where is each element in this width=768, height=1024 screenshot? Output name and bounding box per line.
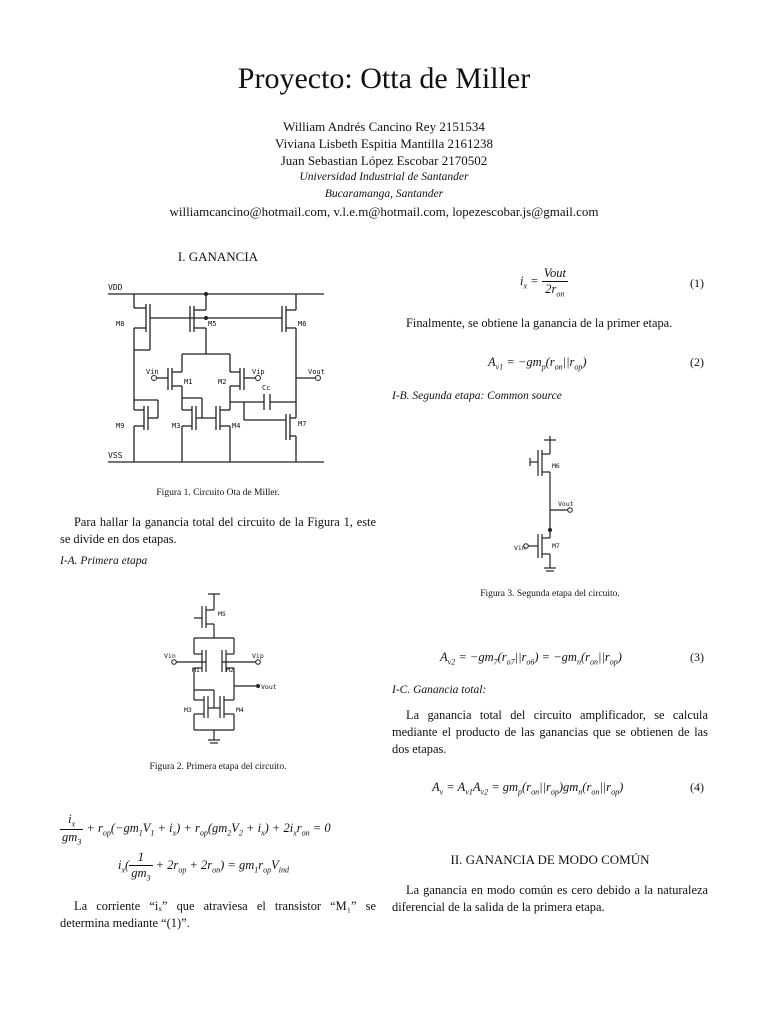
equation-1: $i_x$ = $\frac{\text{Vout}}{2r_{on}}$ — [520, 266, 566, 299]
paragraph-total: La ganancia total del circuito amplificador, se calcula mediante el producto de las ganancias que se obtienen de las dos etapas. — [392, 708, 708, 756]
fig1-m2-label: M2 — [218, 378, 227, 386]
fig2-m1-label: M1 — [192, 666, 200, 674]
fig1-vip-label: Vip — [252, 368, 265, 376]
equation-4: $A_v = A_{v1}A_{v2} = gm_p(r_{on}||r_{op})gm_n(r_{on}||r_{op})$ — [432, 780, 624, 797]
equation-ix: $i_x$( $\frac{1}{gm_3}$ + $2r_{op} + 2r_{on}) = gm_1r_{op}V_{ind}$ — [118, 850, 289, 883]
figure-2-circuit — [164, 590, 284, 750]
paragraph-modo-comun: La ganancia en modo común es cero debido a la naturaleza diferencial de la salida de la primera etapa. — [392, 883, 708, 914]
emails: williamcancino@hotmail.com, v.l.e.m@hotmail.com, lopezescobar.js@gmail.com — [169, 204, 599, 219]
fig2-vip-label: Vip — [252, 652, 264, 660]
author-3: Juan Sebastian López Escobar 2170502 — [280, 153, 488, 168]
affiliation: Universidad Industrial de Santander — [299, 171, 469, 183]
fig1-cc-label: Cc — [262, 384, 271, 392]
fig3-m7-label: M7 — [552, 542, 560, 550]
equation-3-number: (3) — [690, 650, 704, 664]
figure-3-circuit — [514, 434, 584, 580]
author-2: Viviana Lisbeth Espitia Mantilla 2161238 — [274, 136, 494, 151]
fig2-m3-label: M3 — [184, 706, 192, 714]
fig1-vout-label: Vout — [308, 368, 325, 376]
paragraph-intro: Para hallar la ganancia total del circuito de la Figura 1, este se divide en dos etapas. — [60, 515, 376, 546]
fig2-m2-label: M2 — [226, 666, 234, 674]
fig1-vss-label: VSS — [108, 451, 123, 460]
paragraph-corriente: La corriente “iₓ” que atraviesa el transistor “M₁” se determina mediante “(1)”. — [60, 899, 376, 930]
equation-1-number: (1) — [690, 276, 704, 290]
fig3-vout-label: Vout — [558, 500, 574, 508]
fig1-m9-label: M9 — [116, 422, 125, 430]
section-modo-comun: II. GANANCIA DE MODO COMÚN — [450, 852, 650, 867]
fig1-m4-label: M4 — [232, 422, 241, 430]
fig2-vin-label: Vin — [164, 652, 176, 660]
equation-4-number: (4) — [690, 780, 704, 794]
subsection-primera-etapa: I-A. Primera etapa — [60, 555, 148, 567]
fig2-vout-label: Vout — [261, 683, 277, 691]
fig3-vin-label: Vin — [514, 544, 526, 552]
subsection-segunda-etapa: I-B. Segunda etapa: Common source — [392, 390, 562, 402]
paper-title: Proyecto: Otta de Miller — [237, 62, 531, 95]
author-block — [0, 118, 768, 220]
equation-2: $A_{v1} = -gm_p(r_{on}||r_{op})$ — [488, 355, 587, 372]
author-1: William Andrés Cancino Rey 2151534 — [283, 119, 485, 134]
subsection-ganancia-total: I-C. Ganancia total: — [392, 684, 487, 696]
fig1-m7-label: M7 — [298, 420, 307, 428]
fig2-m4-label: M4 — [236, 706, 244, 714]
paragraph-final: Finalmente, se obtiene la ganancia de la primer etapa. — [406, 316, 673, 330]
figure-2-caption: Figura 2. Primera etapa del circuito. — [149, 762, 287, 772]
section-ganancia: I. GANANCIA — [177, 249, 259, 264]
equation-3: $A_{v2} = -gm_7(r_{o7}||r_{o6}) = -gm_n(r_{on}||r_{op})$ — [440, 650, 622, 667]
fig1-m6-label: M6 — [298, 320, 307, 328]
fig2-m5-label: M5 — [218, 610, 226, 618]
fig1-m1-label: M1 — [184, 378, 193, 386]
fig3-m6-label: M6 — [552, 462, 560, 470]
figure-1-caption: Figura 1. Circuito Ota de Miller. — [156, 488, 280, 498]
fig1-vin-label: Vin — [146, 368, 159, 376]
fig1-m8-label: M8 — [116, 320, 125, 328]
equation-kcl: $\frac{i_x}{gm_3}$ + $r_{op}(-gm_1V_1 + i_x) + r_{op}(gm_2V_2 + i_x) + 2i_xr_{on} = 0$ — [62, 812, 331, 846]
equation-2-number: (2) — [690, 355, 704, 369]
fig1-m3-label: M3 — [172, 422, 181, 430]
location: Bucaramanga, Santander — [324, 188, 444, 200]
figure-3-caption: Figura 3. Segunda etapa del circuito. — [480, 589, 620, 599]
fig1-m5-label: M5 — [208, 320, 217, 328]
fig1-vdd-label: VDD — [108, 283, 123, 292]
figure-1-circuit — [106, 280, 332, 470]
